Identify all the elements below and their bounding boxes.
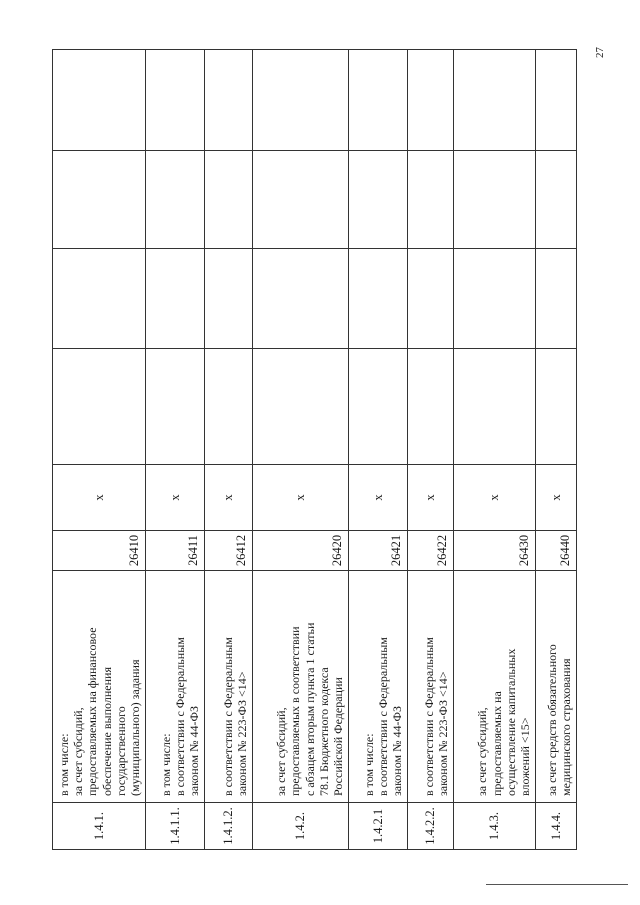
- row-number-cell: 1.4.4.: [536, 803, 577, 850]
- empty-value-cell: [349, 151, 408, 249]
- description-line: в том числе:: [158, 733, 173, 796]
- empty-value-cell: [408, 151, 454, 249]
- empty-value-cell: [53, 50, 146, 151]
- description-line: осуществление капитальных: [503, 648, 518, 796]
- row-x-mark-cell: x: [205, 465, 253, 531]
- row-x-mark-cell: x: [454, 465, 536, 531]
- empty-value-cell: [536, 249, 577, 349]
- description-line: вложений <15>: [517, 717, 532, 796]
- row-number-cell: 1.4.1.1.: [146, 803, 205, 850]
- description-line: 78.1 Бюджетного кодекса: [316, 667, 331, 796]
- footer-rule: [486, 884, 628, 885]
- description-line: обеспечение выполнения: [99, 667, 114, 796]
- empty-value-cell: [454, 349, 536, 465]
- empty-value-cell: [53, 249, 146, 349]
- description-line: в соответствии с Федеральным: [375, 637, 390, 796]
- empty-value-cell: [205, 151, 253, 249]
- table-row: [454, 50, 536, 850]
- row-x-mark-cell: x: [536, 465, 577, 531]
- empty-value-cell: [408, 50, 454, 151]
- description-line: в соответствии с Федеральным: [172, 637, 187, 796]
- row-x-mark-cell: x: [146, 465, 205, 531]
- description-line: за счет субсидий,: [274, 707, 289, 796]
- table-row: [536, 50, 577, 850]
- row-number-cell: 1.4.2.1: [349, 803, 408, 850]
- row-code-cell: 26422: [408, 531, 454, 571]
- empty-value-cell: [205, 249, 253, 349]
- empty-value-cell: [205, 349, 253, 465]
- empty-value-cell: [205, 50, 253, 151]
- row-description-cell: [205, 571, 253, 803]
- empty-value-cell: [253, 249, 349, 349]
- description-line: в том числе:: [57, 733, 72, 796]
- row-number-cell: 1.4.1.: [53, 803, 146, 850]
- row-code-cell: 26412: [205, 531, 253, 571]
- table-row: [146, 50, 205, 850]
- empty-value-cell: [146, 151, 205, 249]
- empty-value-cell: [253, 151, 349, 249]
- empty-value-cell: [454, 50, 536, 151]
- description-line: за счет субсидий,: [475, 707, 490, 796]
- empty-value-cell: [146, 249, 205, 349]
- description-line: законом № 223-ФЗ <14>: [435, 671, 450, 796]
- description-line: с абзацем вторым пункта 1 статьи: [302, 622, 317, 796]
- row-description-cell: [408, 571, 454, 803]
- description-line: в соответствии с Федеральным: [421, 637, 436, 796]
- description-line: (муниципального) задания: [127, 659, 142, 796]
- empty-value-cell: [253, 50, 349, 151]
- row-description-cell: [253, 571, 349, 803]
- table-row: [349, 50, 408, 850]
- row-number-cell: 1.4.2.2.: [408, 803, 454, 850]
- row-x-mark-cell: x: [349, 465, 408, 531]
- empty-value-cell: [454, 151, 536, 249]
- description-line: предоставляемых в соответствии: [288, 626, 303, 796]
- empty-value-cell: [408, 349, 454, 465]
- row-code-cell: 26411: [146, 531, 205, 571]
- table-row: [53, 50, 146, 850]
- row-description-cell: [349, 571, 408, 803]
- empty-value-cell: [146, 50, 205, 151]
- report-table: [52, 49, 577, 850]
- row-description-cell: [536, 571, 577, 803]
- description-line: Российской Федерации: [330, 677, 345, 796]
- description-line: предоставляемых на: [489, 691, 504, 796]
- rotated-table-container: [52, 50, 592, 850]
- row-number-cell: 1.4.3.: [454, 803, 536, 850]
- row-x-mark-cell: x: [53, 465, 146, 531]
- row-x-mark-cell: x: [408, 465, 454, 531]
- empty-value-cell: [253, 349, 349, 465]
- empty-value-cell: [349, 249, 408, 349]
- row-code-cell: 26410: [53, 531, 146, 571]
- empty-value-cell: [408, 249, 454, 349]
- row-code-cell: 26421: [349, 531, 408, 571]
- description-line: законом № 223-ФЗ <14>: [234, 671, 249, 796]
- description-line: в соответствии с Федеральным: [220, 637, 235, 796]
- description-line: законом № 44-ФЗ: [186, 705, 201, 796]
- row-description-cell: [454, 571, 536, 803]
- description-line: за счет субсидий,: [71, 707, 86, 796]
- empty-value-cell: [53, 349, 146, 465]
- description-line: за счет средств обязательного: [544, 644, 559, 796]
- table-row: [408, 50, 454, 850]
- empty-value-cell: [536, 151, 577, 249]
- row-description-cell: [146, 571, 205, 803]
- empty-value-cell: [53, 151, 146, 249]
- row-number-cell: 1.4.2.: [253, 803, 349, 850]
- description-line: предоставляемых на финансовое: [85, 627, 100, 796]
- empty-value-cell: [536, 50, 577, 151]
- empty-value-cell: [454, 249, 536, 349]
- empty-value-cell: [349, 349, 408, 465]
- row-code-cell: 26430: [454, 531, 536, 571]
- empty-value-cell: [349, 50, 408, 151]
- description-line: медицинского страхования: [558, 658, 573, 796]
- description-line: государственного: [113, 706, 128, 796]
- row-description-cell: [53, 571, 146, 803]
- row-number-cell: 1.4.1.2.: [205, 803, 253, 850]
- empty-value-cell: [146, 349, 205, 465]
- empty-value-cell: [536, 349, 577, 465]
- description-line: законом № 44-ФЗ: [389, 705, 404, 796]
- row-x-mark-cell: x: [253, 465, 349, 531]
- table-row: [205, 50, 253, 850]
- table-row: [253, 50, 349, 850]
- row-code-cell: 26420: [253, 531, 349, 571]
- description-line: в том числе:: [361, 733, 376, 796]
- row-code-cell: 26440: [536, 531, 577, 571]
- page-number: 27: [594, 47, 606, 58]
